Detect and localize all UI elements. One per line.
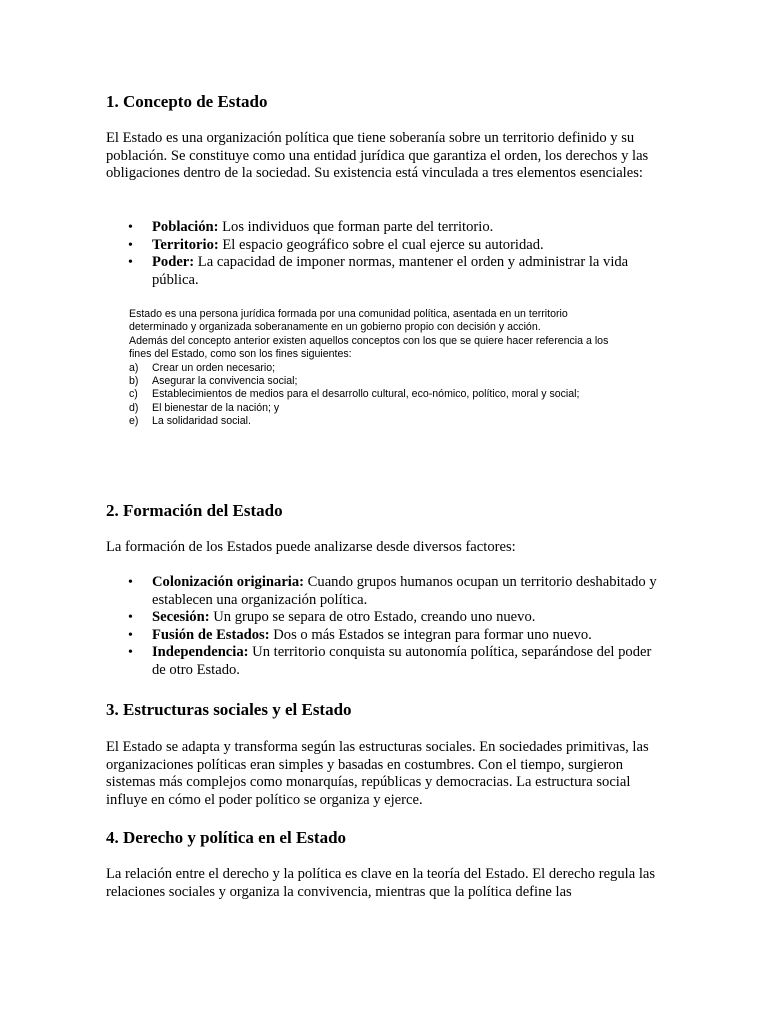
list-item: • Fusión de Estados: Dos o más Estados se integran para formar uno nuevo.: [128, 626, 592, 643]
list-item: • Secesión: Un grupo se separa de otro Estado, creando uno nuevo.: [128, 609, 536, 626]
list-item: • Territorio: El espacio geográfico sobre el cual ejerce su autoridad.: [128, 236, 544, 253]
note-line: determinado y organizada soberanamente en un gobierno propio con decisión y acción.: [129, 321, 541, 334]
bullet-icon: •: [128, 220, 133, 235]
note-line: fines del Estado, como son los fines siguientes:: [129, 348, 352, 361]
list-item: • Colonización originaria: Cuando grupos humanos ocupan un territorio deshabitado y establecen una organización política.: [128, 574, 657, 608]
section-4-body: La relación entre el derecho y la política es clave en la teoría del Estado. El derecho regula las relaciones sociales y organiza la convivencia, mientras que la política define las: [106, 866, 656, 900]
bullet-icon: •: [128, 237, 133, 253]
section-2-intro: La formación de los Estados puede analizarse desde diversos factores:: [106, 539, 516, 555]
section-2-title: 2. Formación del Estado: [106, 501, 283, 520]
list-item: • Población: Los individuos que forman parte del territorio.: [128, 219, 494, 235]
note-list-item: e) La solidaridad social.: [129, 415, 251, 428]
section-2-bullets: [106, 574, 666, 680]
bullet-icon: •: [128, 610, 133, 626]
bullet-icon: •: [128, 645, 133, 661]
section-4-title: 4. Derecho y política en el Estado: [106, 828, 347, 847]
section-1-bullets: [106, 219, 666, 289]
list-item: • Poder: La capacidad de imponer normas, mantener el orden y administrar la vida pública.: [128, 254, 629, 288]
section-3-body: El Estado se adapta y transforma según las estructuras sociales. En sociedades primitivas, las organizaciones políticas eran simples y basadas en costumbres. Con el tiempo, surgieron sistemas más complejos como monarquías, repúblicas y democracias. La estructura social influye en cómo el poder político se organiza y ejerce.: [106, 739, 649, 808]
list-item: • Independencia: Un territorio conquista su autonomía política, separándose del poder de otro Estado.: [128, 644, 652, 678]
bullet-icon: •: [128, 255, 133, 271]
note-list-item: c) Establecimientos de medios para el desarrollo cultural, eco-nómico, político, moral y social;: [129, 388, 580, 401]
pasted-note: [129, 308, 649, 429]
section-1-title: 1. Concepto de Estado: [106, 92, 268, 111]
section-3-title: 3. Estructuras sociales y el Estado: [106, 700, 352, 719]
bullet-icon: •: [128, 575, 133, 590]
note-line: Además del concepto anterior existen aquellos conceptos con los que se quiere hacer referencia a los: [129, 334, 609, 347]
note-list-item: b) Asegurar la convivencia social;: [129, 375, 298, 388]
note-list-item: d) El bienestar de la nación; y: [129, 401, 280, 414]
section-1-intro: El Estado es una organización política que tiene soberanía sobre un territorio definido y su población. Se constituye como una entidad jurídica que garantiza el orden, los derechos y las obligaciones dentro de la sociedad. Su existencia está vinculada a tres elementos esenciales:: [106, 130, 649, 182]
note-list-item: a) Crear un orden necesario;: [129, 361, 276, 374]
bullet-icon: •: [128, 627, 133, 643]
note-line: Estado es una persona jurídica formada por una comunidad política, asentada en un territorio: [129, 308, 568, 320]
